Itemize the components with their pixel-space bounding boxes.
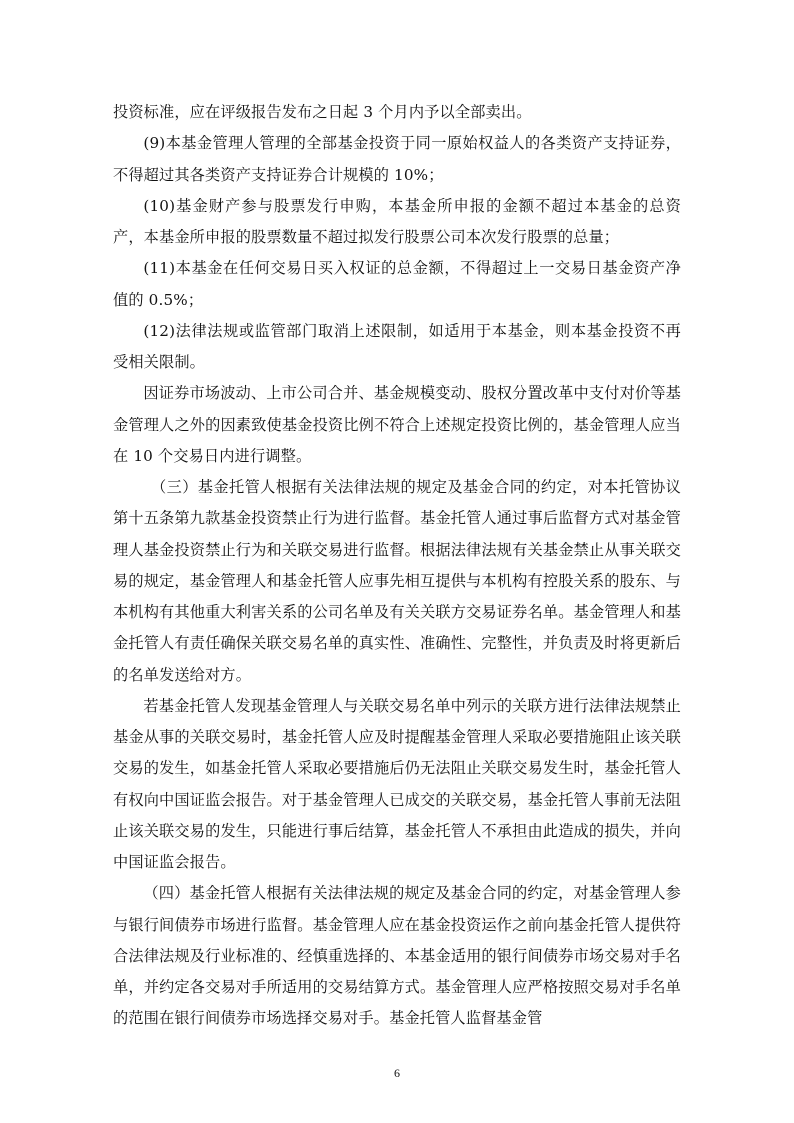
- paragraph-item-10: (10)基金财产参与股票发行申购，本基金所申报的金额不超过本基金的总资产，本基金所申报的股票数量不超过拟发行股票公司本次发行股票的总量；: [113, 196, 681, 246]
- page-number: 6: [394, 1066, 400, 1080]
- paragraph-item-12: (12)法律法规或监管部门取消上述限制，如适用于本基金，则本基金投资不再受相关限制。: [113, 321, 681, 371]
- paragraph-continuation: 投资标准，应在评级报告发布之日起 3 个月内予以全部卖出。: [113, 103, 532, 121]
- paragraph-related-party: 若基金托管人发现基金管理人与关联交易名单中列示的关联方进行法律法规禁止基金从事的关联交易时，基金托管人应及时提醒基金管理人采取必要措施阻止该关联交易的发生，如基金托管人采取必要措施后仍无法阻止关联交易发生时，基金托管人有权向中国证监会报告。对于基金管理人已成交的关联交易，基金托管人事前无法阻止该关联交易的发生，只能进行事后结算，基金托管人不承担由此造成的损失，并向中国证监会报告。: [113, 696, 681, 871]
- document-body: [113, 97, 681, 1035]
- paragraph-section-3: （三）基金托管人根据有关法律法规的规定及基金合同的约定，对本托管协议第十五条第九款基金投资禁止行为进行监督。基金托管人通过事后监督方式对基金管理人基金投资禁止行为和关联交易进行监督。根据法律法规有关基金禁止从事关联交易的规定，基金管理人和基金托管人应事先相互提供与本机构有控股关系的股东、与本机构有其他重大利害关系的公司名单及有关关联方交易证券名单。基金管理人和基金托管人有责任确保关联交易名单的真实性、准确性、完整性，并负责及时将更新后的名单发送给对方。: [113, 478, 681, 684]
- paragraph-item-11: (11)本基金在任何交易日买入权证的总金额，不得超过上一交易日基金资产净值的 0.5%；: [113, 259, 681, 309]
- paragraph-item-9: (9)本基金管理人管理的全部基金投资于同一原始权益人的各类资产支持证券，不得超过其各类资产支持证券合计规模的 10%；: [113, 134, 681, 184]
- paragraph-section-4: （四）基金托管人根据有关法律法规的规定及基金合同的约定，对基金管理人参与银行间债券市场进行监督。基金管理人应在基金投资运作之前向基金托管人提供符合法律法规及行业标准的、经慎重选择的、本基金适用的银行间债券市场交易对手名单，并约定各交易对手所适用的交易结算方式。基金管理人应严格按照交易对手名单的范围在银行间债券市场选择交易对手。基金托管人监督基金管: [113, 884, 681, 1028]
- paragraph-adjustment: 因证券市场波动、上市公司合并、基金规模变动、股权分置改革中支付对价等基金管理人之外的因素致使基金投资比例不符合上述规定投资比例的，基金管理人应当在 10 个交易日内进行调整。: [113, 384, 681, 465]
